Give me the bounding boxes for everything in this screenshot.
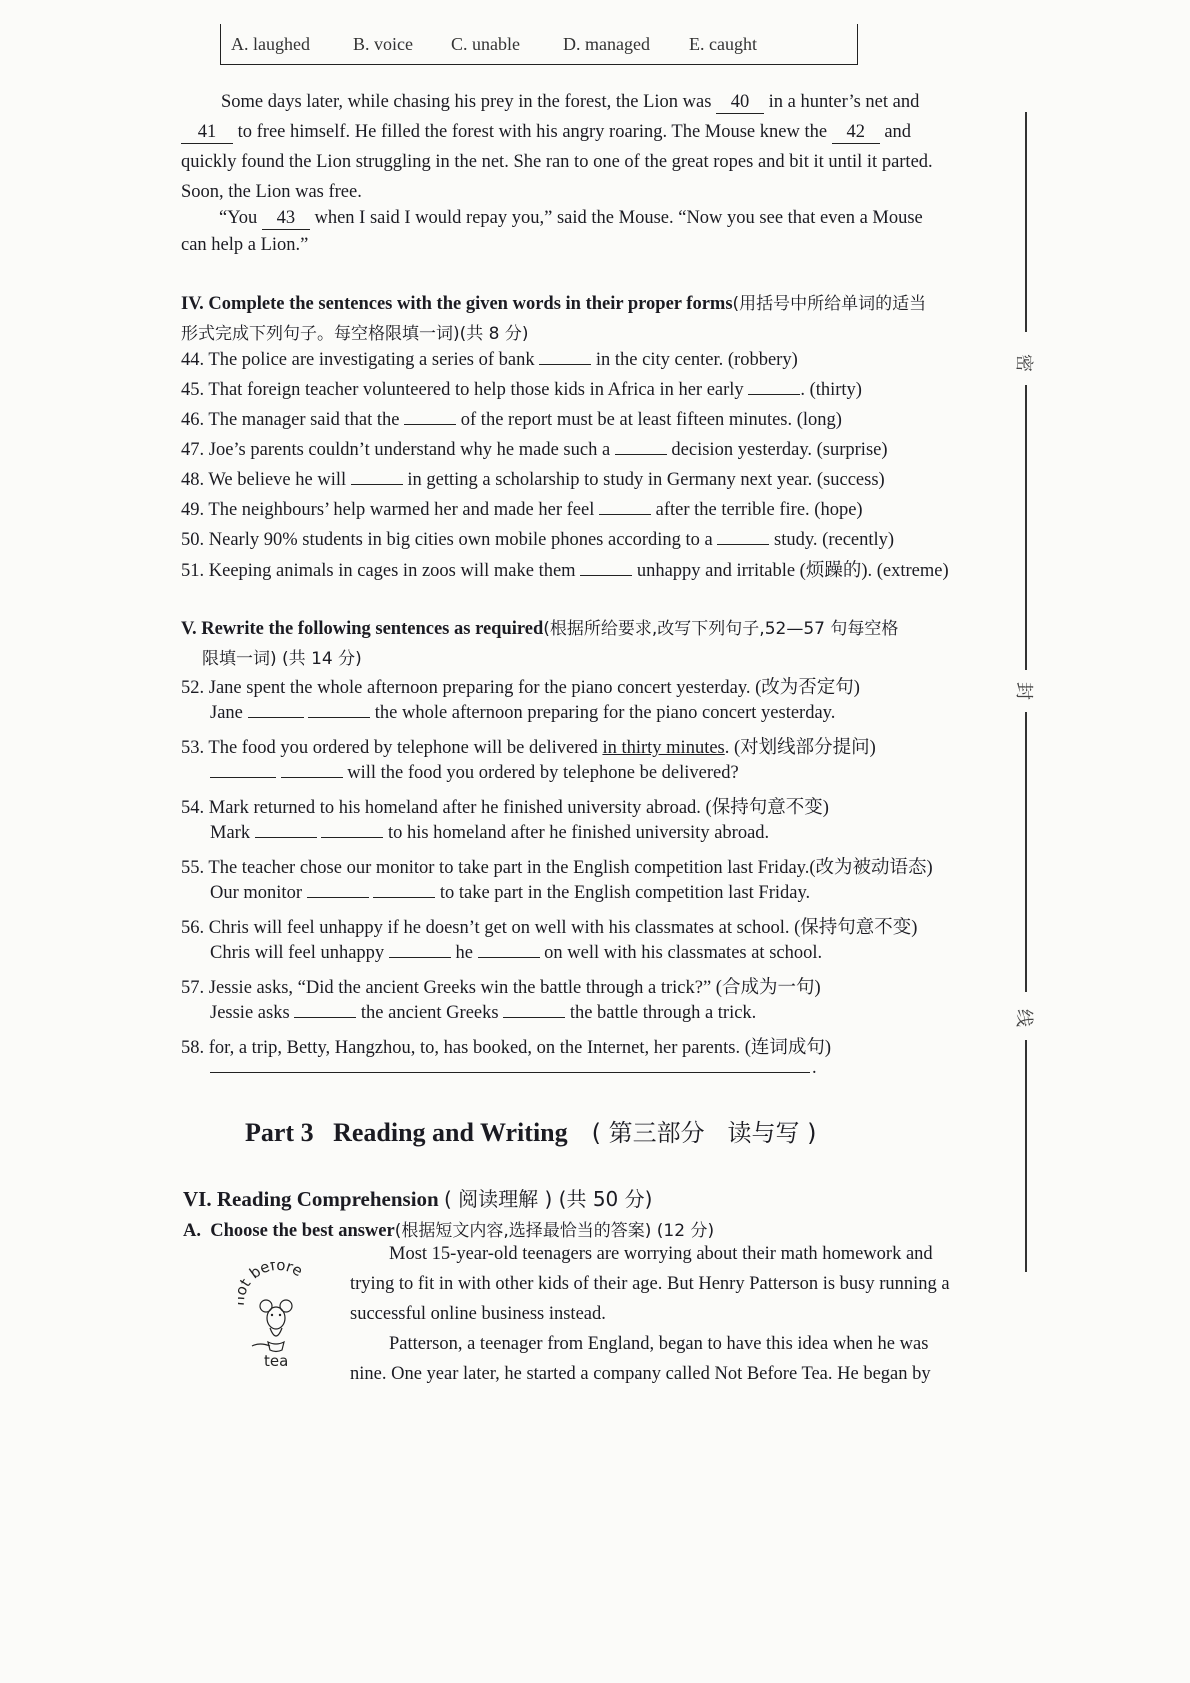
reading-line: Most 15-year-old teenagers are worrying about their math homework and [389, 1244, 933, 1264]
blank-42: 42 [832, 122, 880, 144]
answer-54: Mark to his homeland after he finished university abroad. [210, 823, 770, 843]
question-44: 44. The police are investigating a series of bank in the city center. (robbery) [181, 350, 798, 370]
blank-41: 41 [181, 122, 233, 144]
question-46: 46. The manager said that the of the report must be at least fifteen minutes. (long) [181, 410, 842, 430]
question-47: 47. Joe’s parents couldn’t understand why he made such a decision yesterday. (surprise) [181, 440, 888, 460]
logo-bottom-text: tea [264, 1352, 289, 1370]
section-v-heading: V. Rewrite the following sentences as required(根据所给要求,改写下列句子,52—57 句每空格 [181, 619, 899, 639]
passage-line: “You 43 when I said I would repay you,” said the Mouse. “Now you see that even a Mouse [219, 208, 923, 228]
word-option: A. laughed [231, 34, 310, 54]
binding-rule [1025, 385, 1027, 670]
word-option: D. managed [563, 34, 650, 54]
answer-57: Jessie asks the ancient Greeks the battle through a trick. [210, 1003, 757, 1023]
reading-line: successful online business instead. [350, 1304, 606, 1324]
binding-rule [1025, 1040, 1027, 1272]
passage-line: Some days later, while chasing his prey in the forest, the Lion was 40 in a hunter’s net and [221, 92, 920, 112]
word-option: C. unable [451, 34, 520, 54]
question-45: 45. That foreign teacher volunteered to help those kids in Africa in her early . (thirty) [181, 380, 862, 400]
section-v-heading-cont: 限填一词) (共 14 分) [202, 649, 362, 669]
question-51: 51. Keeping animals in cages in zoos will make them unhappy and irritable (烦躁的). (extreme) [181, 561, 949, 581]
binding-rule [1025, 712, 1027, 992]
section-vi-sub-a: A. Choose the best answer(根据短文内容,选择最恰当的答案) (12 分) [183, 1221, 715, 1241]
answer-53: will the food you ordered by telephone be delivered? [210, 763, 739, 784]
reading-line: Patterson, a teenager from England, began to have this idea when he was [389, 1334, 929, 1354]
question-54: 54. Mark returned to his homeland after he finished university abroad. (保持句意不变) [181, 798, 829, 818]
question-50: 50. Nearly 90% students in big cities own mobile phones according to a study. (recently) [181, 530, 895, 550]
underlined-phrase: in thirty minutes [602, 738, 725, 758]
question-49: 49. The neighbours’ help warmed her and made her feel after the terrible fire. (hope) [181, 500, 863, 520]
answer-line-58 [210, 1072, 810, 1073]
answer-55: Our monitor to take part in the English competition last Friday. [210, 883, 811, 903]
not-before-tea-logo-icon [238, 1262, 318, 1372]
passage-line: can help a Lion.” [181, 235, 309, 255]
binding-rule [1025, 112, 1027, 332]
question-57: 57. Jessie asks, “Did the ancient Greeks win the battle through a trick?” (合成为一句) [181, 978, 821, 998]
word-option: B. voice [353, 34, 413, 54]
svg-text:not before [238, 1262, 306, 1306]
question-48: 48. We believe he will in getting a scholarship to study in Germany next year. (success) [181, 470, 885, 490]
question-56: 56. Chris will feel unhappy if he doesn’t get on well with his classmates at school. (保持句意不变) [181, 918, 918, 938]
question-52: 52. Jane spent the whole afternoon preparing for the piano concert yesterday. (改为否定句) [181, 678, 860, 698]
reading-line: trying to fit in with other kids of their age. But Henry Patterson is busy running a [350, 1274, 950, 1294]
section-vi-heading: VI. Reading Comprehension ( 阅读理解 ) (共 50 分) [183, 1187, 653, 1211]
answer-56: Chris will feel unhappy he on well with his classmates at school. [210, 943, 823, 963]
word-bank-box [220, 24, 858, 65]
binding-mark-mi: 密 [1013, 354, 1034, 372]
passage-line: 41 to free himself. He filled the forest with his angry roaring. The Mouse knew the 42 and [181, 122, 911, 144]
question-53: 53. The food you ordered by telephone will be delivered in thirty minutes. (对划线部分提问) [181, 738, 876, 758]
answer-52: Jane the whole afternoon preparing for the piano concert yesterday. [210, 703, 836, 723]
passage-line: quickly found the Lion struggling in the net. She ran to one of the great ropes and bit it until it parted. [181, 152, 933, 172]
question-55: 55. The teacher chose our monitor to take part in the English competition last Friday.(改为被动语态) [181, 858, 933, 878]
blank-43: 43 [262, 208, 310, 230]
passage-line: Soon, the Lion was free. [181, 182, 362, 202]
answer-58-period: . [812, 1058, 817, 1078]
reading-line: nine. One year later, he started a company called Not Before Tea. He began by [350, 1364, 931, 1384]
section-iv-heading: IV. Complete the sentences with the given words in their proper forms(用括号中所给单词的适当 [181, 294, 927, 314]
binding-mark-feng: 封 [1013, 682, 1034, 700]
binding-mark-xian: 线 [1013, 1009, 1034, 1027]
part-3-title: Part 3 Reading and Writing ( 第三部分 读与写 ) [245, 1118, 817, 1147]
blank-40: 40 [716, 92, 764, 114]
question-58: 58. for, a trip, Betty, Hangzhou, to, has booked, on the Internet, her parents. (连词成句) [181, 1038, 832, 1058]
word-option: E. caught [689, 34, 757, 54]
logo-arc-text: before [246, 1262, 306, 1283]
section-iv-heading-cont: 形式完成下列句子。每空格限填一词)(共 8 分) [181, 324, 529, 344]
